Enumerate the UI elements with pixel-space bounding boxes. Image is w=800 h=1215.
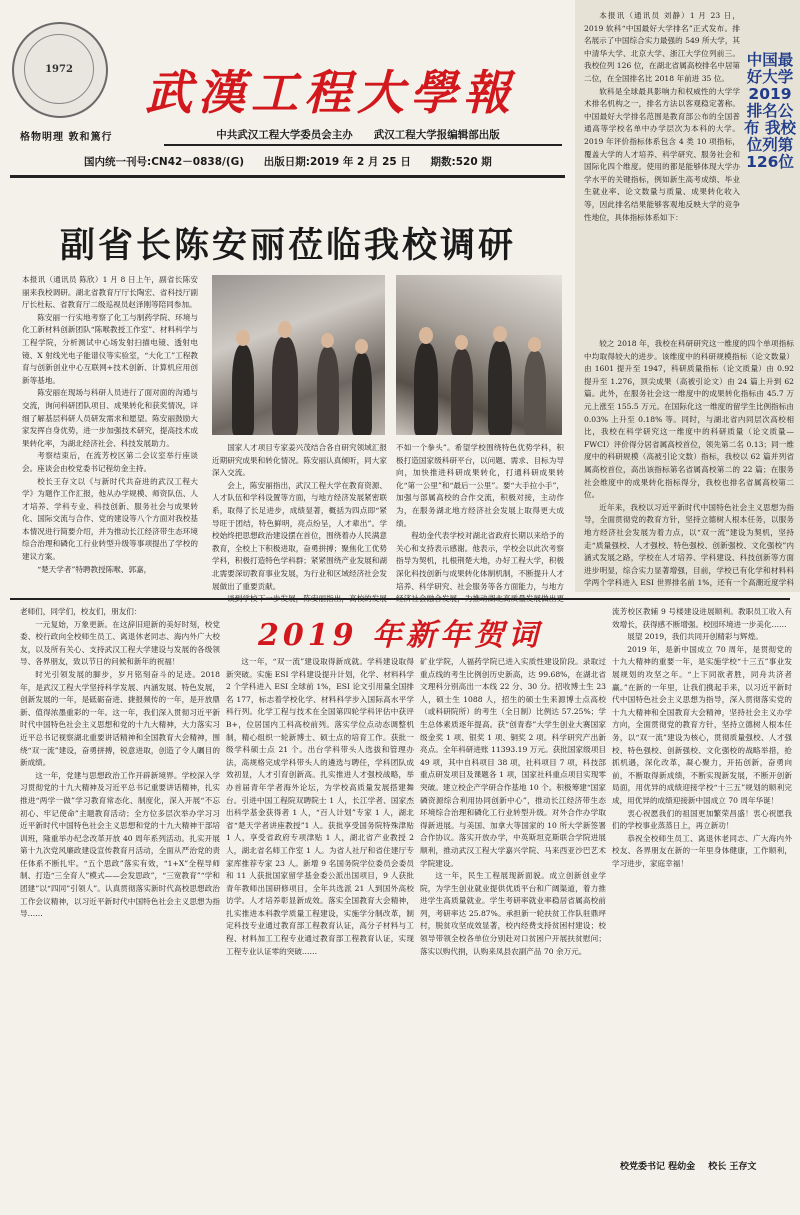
paragraph: 近年来，我校以习近平新时代中国特色社会主义思想为指导，全面贯彻党的教育方针，坚持立德树人根本任务，以服务地方经济社会发展为着力点，以“双一流”建设为契机，坚持走“质量强校、人才强校、特色强校、创新强校、文化强校”内涵式发展之路，学校在人才培养、学科建设、科技创新等方面进步明显，综合实力显著增强，目前，学校已有化学和材料科学两个学科进入 ESI 世界排名前 1%，还有一个高潮近度学科 [584,502,794,588]
issue-number: 期数:520 期 [430,156,492,168]
paragraph: 考察结束后，在流芳校区第二会议室举行座谈会。座谈会由校党委书记程幼金主持。 [22,451,198,473]
publisher-line: 中共武汉工程大学委员会主办 武汉工程大学报编辑部出版 [216,129,500,141]
sidebar-text-top [584,10,740,335]
school-motto: 格物明理 敦和篤行 [20,132,113,143]
paragraph: 这一年，党建与思想政治工作开辟新境界。学校深入学习贯彻党的十九大精神及习近平总书记重要讲话精神，扎实推进“两学一做”学习教育常态化、制度化，深入开展“不忘初心、牢记使命”主题教育活动；全方位多层次举办学习习近平新时代中国特色社会主义思想和党的十九大精神干部培训班，隆重举办纪念改革开放 40 周年系列活动。扎实开展第十九次党风廉政建设宣传教育月活动，全面从严治党的责任体系不断扎牢。“五个思政”落实有效，“1+X”全程导师制、打造“三全育人”模式——会发思政”，“三宽教育”“学和团建”以“四同”引领人”。认真贯彻落实新时代高校思想政治工作会议精神，以习近平新时代中国特色社会主义思想为指导…… [20,770,220,919]
paragraph: 老师们，同学们，校友们，朋友们： [20,607,142,616]
paragraph: 流芳校区教辅 9 号楼建设进展顺利。教职员工收入有效增长，获得感不断增强。校园环境进一步美化…… [612,607,792,629]
new-year-col4 [612,606,792,1154]
paragraph: 展望 2019，我们共同开创精彩与辉煌。 [627,632,763,642]
paragraph: 陈安丽一行实地考察了化工与制药学院、环境与化工新材料创新团队“陈喉教授工作室”、材料科学与工程学院，分析测试中心场发射扫描电镜、透射电镜、X 射线光电子能谱仪等实验室，“大化工”工程教育与创新创业中心互联网+技术创新、计算机应用创新等基地。 [22,312,198,385]
paragraph: 时光引领发展的脚步，岁月铭刻奋斗的足迹。2018 年，是武汉工程大学坚持科学发展、内涵发展、特色发展，创新发展的一年，是砥砺奋进、捷报频传的一年，是开放鼎新、值得浓墨重彩的一年。这一年，我们深入贯彻习近平新时代中国特色社会主义思想和党的十九大精神，大力落实习近平总书记视察湖北重要讲话精神和全国教育大会精神，围绕“双一流”建设，奋勇拼搏，锐意进取，创造了令人瞩目的新成绩。 [20,669,220,768]
publish-date: 出版日期:2019 年 2 月 25 日 [263,156,411,168]
paragraph: 这一年，民生工程展现新面貌。成立创新创业学院，为学生创业就业提供优质平台和广阔渠道，着力推进学生高质量就业。学生考研率就业率稳居省属高校前列，考研率达 25.87%。承担新一轮扶贫工作队驻鼎坪村，脱贫攻坚成效显著，校内经费支持贫困村建设；校领导带领全校各单位分别赴对口贫困户开展扶贫慰问；落实以购代捐，认购来凤县农副产品 70 余万元。 [420,871,606,956]
lead-article-col2 [212,442,387,604]
paragraph: 本报讯（通讯员 陈欣）1 月 8 日上午，副省长陈安丽来我校调研。湖北省教育厅厅长陶宏、省科技厅副厅长杜耘、省教育厅二级巡视员赵泽刚等陪同参加。 [22,275,198,310]
paragraph: 本报讯（通讯员 刘静）1 月 23 日，2019 软科“中国最好大学排名”正式发布。排名展示了中国综合实力最强的 549 所大学，其中清华大学、北京大学、浙江大学位列前三。我校位列 126 位，在湖北省属高校排名中居第二位，在全国排名比 2018 年前进 35 位。 [584,11,740,83]
newspaper-masthead: 武漢工程大學報 [145,66,516,121]
masthead-rule [10,175,565,178]
lead-headline: 副省长陈安丽莅临我校调研 [59,226,516,266]
section-divider [10,598,790,600]
new-year-col3 [420,656,606,1156]
paragraph: 校长王存文以《与新时代共奋进的武汉工程大学》为题作工作汇报，他从办学规模、师资队伍、人才培养、学科专业、科技创新、服务社会与成果转化、国际交流与合作、党的建设等八个方面对我校基本情况进行简要介绍，并为推动长江经济带生态环境综合治理和磷化工行业转型升级等事项提出了学校的建议方案。 [22,476,198,562]
paragraph: 2019 年，是新中国成立 70 周年，是贯彻党的十九大精神的重要一年，是实施学校“十三五”事业发展规划的攻坚之年。“上下同欲者胜，同舟共济者赢。”在新的一年里，让我们携起手来，以习近平新时代中国特色社会主义思想为指导，深入贯彻落实党的十九大精神和全国教育大会精神，坚持社会主义办学方向，全面贯彻党的教育方针，坚持立德树人根本任务，以“双一流”建设为核心，贯彻质量强校、人才强校、特色强校、创新强校、文化强校的战略举措，抢抓机遇，深化改革，凝心聚力，开拓创新，奋勇向前，不断取得新成绩，不断实现新发展，不断开创新局面，用优异的成绩迎接学校“十三五”规划的顺利完成，用优异的成绩迎接新中国成立 70 周年华诞！ [612,644,792,805]
header-divider [164,144,562,146]
visit-photo-right [396,275,562,435]
paragraph: 国家人才项目专家姜兴茂结合各自研究领域汇报近期研究成果和转化情况。陈安丽认真倾听，同大家深入交流。 [212,443,387,478]
paragraph: 陈安丽在现场与科研人员进行了面对面的沟通与交流，询问科研团队项目、成果转化和获奖情况，详细了解基层科研人员研发需求和愿望。陈安丽鼓励大家发挥自身优势，进一步加强技术研究，提高技术成果转化率，为湖北经济社会、科技发展助力。 [22,388,198,448]
paragraph: “楚天学者”特聘教授陈喉、郭嘉， [37,564,152,574]
paragraph: 恭祝全校师生员工、离退休老同志、广大海内外校友、各界朋友在新的一年里身体健康，工作顺利，学习进步，家庭幸福！ [612,833,792,868]
lead-article-col1 [22,274,198,604]
paragraph: 衷心祝愿我们的祖国更加繁荣昌盛！衷心祝愿我们的学校事业蒸蒸日上，再立新功！ [612,808,792,831]
signature-president: 校长 王存文 [708,1162,757,1172]
visit-photo-left [212,275,385,435]
paragraph: 矿业学院，人福药学院已进入实质性建设阶段。录取过重点线的考生比例创历史新高，达 99.68%，在湖北省文理科分别高出一本线 22 分、30 分。招收博士生 23人，硕士生 1088 人，招生的硕士生来源博士点高校（或科研院所）的考生（全日制）比例达 57.25%；学生总体素质逐年提高。获“创青春”大学生创业大赛国家级金奖 1 项、银奖 1 项、铜奖 2 项。科学研究产出新亮点。全年科研进账 11393.19 万元。获批国家级项目 49 项，其中自科项目 38 项，社科项目 7 项，科技部重点研发项目及课题各 1 项，国家社科重点项目实现零突破。建立校企产学研合作基地 10 个。积极筹建“国家磷资源综合利用协同创新中心”，推动长江经济带生态环境综合治理和磷化工行业转型升级。对外合作办学取得新进展。与美国、加拿大等国家的 10 所大学新签署合作协议。落实开放办学，中英斯坦克斯联合学院进展顺利，推动武汉工程大学嘉兴学院、马来西亚沙巴艺术学院建设。 [420,657,606,868]
signature [620,1159,766,1172]
issn-number: 国内统一刊号:CN42－0838/(G) [84,156,245,168]
signature-secretary: 校党委书记 程幼金 [620,1162,696,1172]
logo-emblem: 1972 [24,34,94,104]
paragraph: 不如一个拳头”。希望学校围绕特色优势学科，积极打造国家级科研平台，以问题、需求、目标为导向，加快推进科研成果转化，打通科研成果转化“第一公里”和“最后一公里”。要“大手拉小手”，加强与部属高校的合作交流，积极对接，主动作为，在服务湖北地方经济社会发展上取得更大成绩。 [396,443,564,528]
new-year-col1 [20,606,220,1156]
new-year-title: 2019 年新年贺词 [258,618,542,653]
issue-info-bar [84,154,508,169]
paragraph: 会上，陈安丽指出，武汉工程大学在教育资源、人才队伍和学科设置等方面，与地方经济发展紧密联系，取得了长足进步，成绩显著，概括为四点即“紧导旺于团结，特色鲜明，亮点纷呈，人才辈出”。学校始终把思想政治建设摆在首位，围绕着办人民满意教育，全校上下积极进取，奋勇拼搏；聚焦化工优势学科，积极打造特色学科群；紧紧围绕产业发展和湖北需要深切教育事业发展，为行业和区域经济社会发展做出了重要贡献。 [212,480,387,591]
sidebar-headline: 中国最好大学2019排名公布 我校位列第126位 [744,51,796,171]
lead-article-col3 [396,442,564,604]
paragraph: 软科是全球最具影响力和权威性的大学学术排名机构之一，排名方法以客观稳定著称。中国最好大学排名范围是教育部公布的全国普通高等学校名单中办学层次为本科的大学。2019 年评价指标体系包含 4 类 10 项指标，覆盖大学的人才培养、科学研究、服务社会和国际化四个维度。使用的都是能够体现大学办学水平的关键指标，例如新生高考成绩、毕业生就业率、论文数量与质量、成果转化收入等，因此排名结果能够客观地反映大学的竞争性地位，具体指标体系如下： [584,86,740,222]
paragraph: 程幼金代表学校对湖北省政府长期以来给予的关心和支持表示感谢。他表示，学校会以此次考察指导为契机，扎根荆楚大地，办好工程大学，积极深化科技创新与成果转化体制机制，不断提升人才培养、科学研究、社会服务等各方面能力，与地方 [396,531,564,591]
paragraph: 这一年，“双一流”建设取得新成就。学科建设取得新突破。实施 ESI 学科建设提升计划，化学、材料科学 2 个学科进入 ESI 全球前 1%，ESI 论文引用量全国排名 177，标志着学校化学、材料科学步入国际高水平学科行列。化学工程与技术在全国第四轮学科评估中获评 B+，位居国内工科高校前列。落实学位点动态调整机制，精心组织一轮新博士、硕士点的培育工作。获批一级学科硕士点 21 个。出台学科带头人选拔和管理办法，高规格完成学科带头人的遴选与聘任，学科团队成效初显，人才引育创新高。扎实推进人才强校战略，举办首届青年学者海外论坛，为学校高质量发展搭建舞台。引进中国工程院双聘院士 1 人，长江学者、国家杰出科学基金获得者 1 人，“百人计划”专家 1 人，湖北省“楚天学者讲座教授”1 人。获批享受国务院特殊津贴 1 人，享受省政府专项津贴 1 人，湖北省产业教授 2 人，湖北省名师工作室 1 人。为省人社厅和省住建厅专家库推荐专家 23 人。新增 9 名国务院学位委员会委员和 11 人获批国家留学基金委公派出国项目，9 人获批青年教师出国研修项目，全年共选派 21 人到国外高校访学。人才培养彰显新成效。落实全国教育大会精神，扎实推进本科教学质量工程建设，实施学分制改革，制定科技专业通过教育部工程教育认证，高分子材料与工程、材料加工工程专业通过教育部工程教育认证，实现工程专业认证零的突破…… [226,657,414,956]
paragraph: 较之 2018 年，我校在科研研究这一维度的四个单项指标中均取得较大的进步。该维度中的科研规模指标（论文数量）由 1601 提升至 1947，科研质量指标（论文质量）由 0.92 提升至 1.276，顶尖成果（高被引论文）由 24 篇上升到 62 篇。此外，在服务社会这一维度中的成果转化指标由 45.7 万元上涨至 155.5 万元。在国际化这一维度的留学生比例指标由 0.03% 上升至 0.18% 等。同时，与湖北省内同层次高校相比，我校在科学研究这一维度中的科研质量（论文质量—FWCI）评价得分居省属高校首位，领先第二名 0.13；同一维度中的科研规模（高被引论文数）指标，我校以 62 篇并列省属高校首位，高出该指标第名省属高校第二的 22 篇；在服务社会维度中的成果转化指标得分，我校也排名省属高校第二位。 [584,339,794,500]
new-year-col2 [226,656,414,1156]
paragraph: 一元复始，万象更新。在这辞旧迎新的美好时刻，校党委、校行政向全校师生员工、离退休老同志、海内外广大校友，以及所有关心、支持武汉工程大学建设与发展的各级领导、各界朋友，致以节日的问候和新年的祝福！ [20,619,220,667]
sidebar-text-bottom [584,338,794,588]
